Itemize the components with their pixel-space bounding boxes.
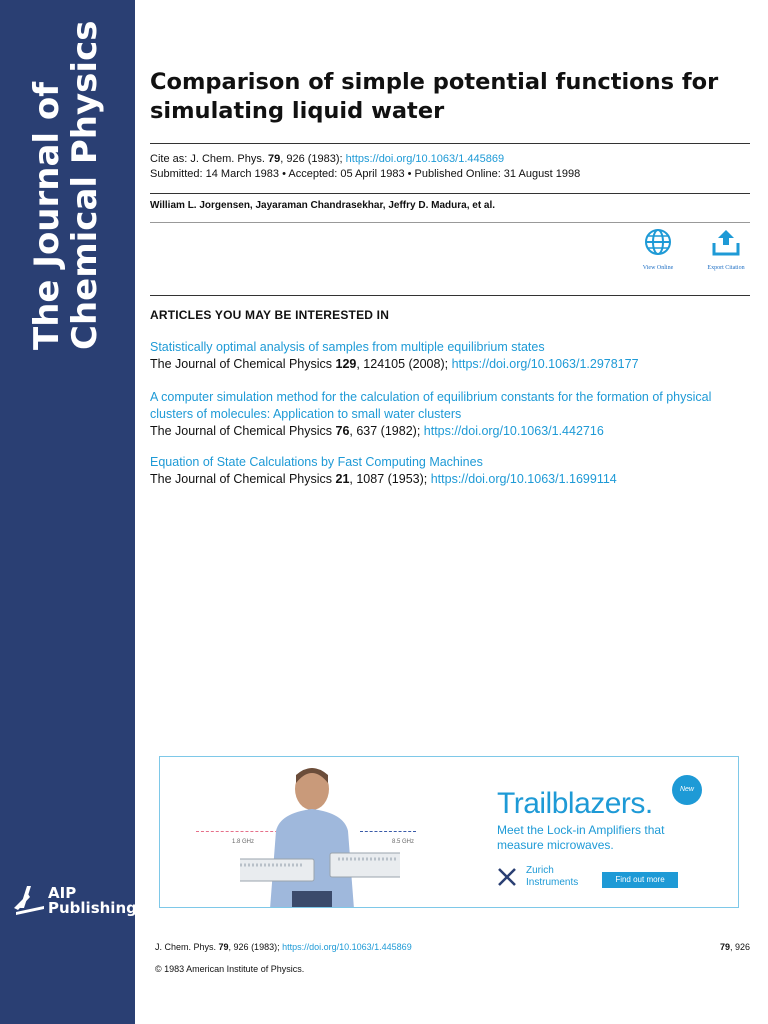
related-articles-heading: ARTICLES YOU MAY BE INTERESTED IN	[150, 308, 390, 322]
footer-page-number: 79, 926	[719, 942, 750, 952]
copyright-notice: © 1983 American Institute of Physics.	[155, 964, 305, 974]
divider	[150, 193, 750, 194]
divider	[150, 222, 750, 223]
ad-frequency-left: 1.8 GHz	[232, 839, 255, 845]
citation-line: Cite as: J. Chem. Phys. 79, 926 (1983); https://doi.org/10.1063/1.445869	[150, 153, 505, 165]
view-online-button[interactable]	[628, 228, 688, 271]
globe-icon	[644, 228, 672, 256]
aip-publishing-logo[interactable]	[14, 884, 137, 920]
related-article-title[interactable]: Equation of State Calculations by Fast Computing Machines	[150, 455, 483, 469]
export-citation-label: Export Citation	[707, 265, 745, 271]
authors: William L. Jorgensen, Jayaraman Chandrasekhar, Jeffry D. Madura, et al.	[150, 200, 496, 211]
article-title: Comparison of simple potential functions for simulating liquid water	[150, 69, 719, 124]
related-article-doi-link[interactable]: https://doi.org/10.1063/1.442716	[423, 424, 604, 438]
publisher-line2: Publishing	[48, 899, 137, 917]
journal-sidebar	[0, 0, 135, 1024]
divider	[150, 143, 750, 144]
related-article	[150, 454, 750, 488]
related-article-citation: The Journal of Chemical Physics 129, 124105 (2008); https://doi.org/10.1063/1.2978177	[150, 357, 639, 371]
footer-citation: J. Chem. Phys. 79, 926 (1983); https://doi.org/10.1063/1.445869	[155, 942, 412, 952]
find-out-more-button[interactable]: Find out more	[602, 872, 678, 888]
footer-doi-link[interactable]: https://doi.org/10.1063/1.445869	[282, 942, 412, 952]
journal-name	[27, 20, 105, 350]
publisher-line1: AIP	[48, 884, 77, 902]
ad-new-badge: New	[672, 775, 702, 805]
ad-headline: Trailblazers.	[497, 787, 653, 820]
ad-person-image	[240, 761, 400, 908]
export-citation-button[interactable]	[696, 228, 756, 271]
advertisement-banner[interactable]	[159, 756, 739, 908]
ad-subtext: Meet the Lock-in Amplifiers that measure microwaves.	[497, 823, 665, 852]
related-article-title[interactable]: Statistically optimal analysis of samples from multiple equilibrium states	[150, 340, 545, 354]
related-article	[150, 389, 750, 440]
related-article-title[interactable]: A computer simulation method for the calculation of equilibrium constants for the formation of physical clusters of molecules: Application to small water clusters	[150, 390, 712, 421]
journal-name-line2: Chemical Physics	[65, 20, 105, 350]
view-online-label: View Online	[642, 265, 674, 271]
aip-logo-text	[48, 886, 137, 916]
dates-line: Submitted: 14 March 1983 • Accepted: 05 April 1983 • Published Online: 31 August 1998	[150, 168, 581, 180]
related-article-citation: The Journal of Chemical Physics 76, 637 (1982); https://doi.org/10.1063/1.442716	[150, 424, 604, 438]
zurich-instruments-logo-text: Zurich Instruments	[526, 865, 579, 888]
aip-logo-icon	[14, 886, 48, 916]
related-article-citation: The Journal of Chemical Physics 21, 1087 (1953); https://doi.org/10.1063/1.1699114	[150, 472, 617, 486]
journal-name-line1: The Journal of	[27, 81, 67, 350]
related-article-doi-link[interactable]: https://doi.org/10.1063/1.1699114	[430, 472, 617, 486]
article-doi-link[interactable]: https://doi.org/10.1063/1.445869	[345, 153, 505, 165]
zurich-instruments-logo-icon	[497, 867, 517, 887]
ad-frequency-right: 8.5 GHz	[392, 839, 415, 845]
divider	[150, 295, 750, 296]
export-icon	[711, 228, 741, 256]
related-article-doi-link[interactable]: https://doi.org/10.1063/1.2978177	[451, 357, 639, 371]
related-article	[150, 339, 750, 373]
